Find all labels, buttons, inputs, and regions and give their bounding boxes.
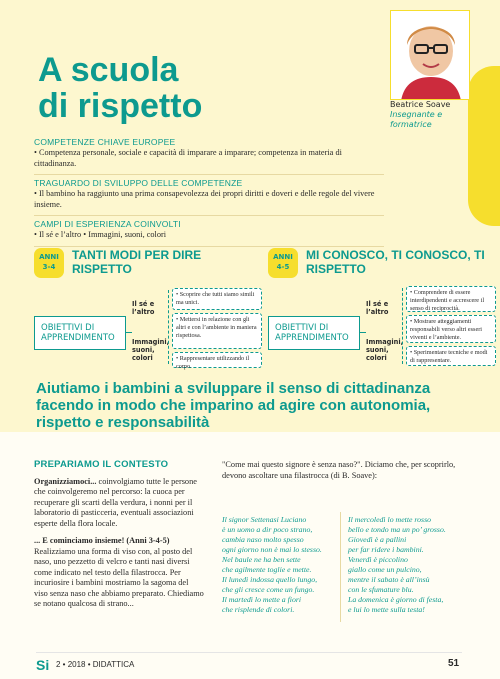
- objective-bullet: • Comprendere di essere interdipendenti e accrescere il senso di reciprocità.: [406, 286, 496, 312]
- title-line-1: A scuola: [38, 51, 179, 89]
- category-label: Il sé e l’altro: [132, 300, 155, 316]
- headline-banner: Aiutiamo i bambini a sviluppare il senso di cittadinanza facendo in modo che imparino ad agire con autonomia, rispetto e responsabilità: [36, 380, 431, 431]
- connector-line: [360, 332, 366, 333]
- goal-card-4-5: [268, 248, 494, 366]
- right-column-intro: "Come mai questo signore è senza naso?". Diciamo che, per scoprirlo, devono ascoltare una filastrocca (di B. Soave):: [222, 460, 456, 480]
- section-body: • Il sé e l’altro • Immagini, suoni, colori: [34, 230, 167, 239]
- section-heading: CAMPI DI ESPERIENZA COINVOLTI: [34, 219, 181, 229]
- poem-column-1: [222, 515, 342, 615]
- paragraph-text: Realizziamo una forma di viso con, al posto del naso, uno pezzetto di velcro e tanti nasi diversi come indicato nel testo della filastrocca. Per incuriosire i bambini mostriamo la sagoma del viso senza naso che abbiamo preparato. Chiediamo se notano qualcosa di strano...: [34, 546, 204, 608]
- objective-bullet: • Mettersi in relazione con gli altri e con l’ambiente in maniera rispettosa.: [172, 313, 262, 349]
- author-portrait-icon: [391, 11, 470, 100]
- poem-line: ogni giorno non è mai lo stesso.: [222, 545, 322, 554]
- poem-line: Il lunedì indossa quello lungo,: [222, 575, 318, 584]
- paragraph-lead: Organizziamoci...: [34, 476, 97, 486]
- section-traguardo: [34, 175, 384, 216]
- paragraph: [34, 536, 204, 610]
- card-title: MI CONOSCO, TI CONOSCO, TI RISPETTO: [306, 248, 485, 276]
- poem-line: Venerdì è piccolino: [348, 555, 408, 564]
- poem-column-2: [348, 515, 468, 615]
- poem-line: per far ridere i bambini.: [348, 545, 424, 554]
- page-title: [38, 52, 202, 124]
- section-heading: COMPETENZE CHIAVE EUROPEE: [34, 137, 176, 147]
- author-photo: [390, 10, 470, 100]
- footer-issue: 2 • 2018 • DIDATTICA: [56, 660, 135, 669]
- objective-bullet: • Scoprire che tutti siamo simili ma unici.: [172, 288, 262, 310]
- objectives-box: OBIETTIVI DI APPRENDIMENTO: [268, 316, 360, 350]
- age-label: ANNI: [39, 253, 59, 261]
- card-title: TANTI MODI PER DIRE RISPETTO: [72, 248, 202, 276]
- poem-line: Il martedì lo mette a fiori: [222, 595, 302, 604]
- connector-line: [126, 332, 132, 333]
- poem-line: mentre il sabato è all’insù: [348, 575, 430, 584]
- author-name: Beatrice Soave: [390, 100, 451, 109]
- poem-line: Nel baule ne ha ben sette: [222, 555, 301, 564]
- poem-line: è un uomo a dir poco strano,: [222, 525, 313, 534]
- section-campi: [34, 216, 384, 247]
- poem-line: che gli cresce come un fungo.: [222, 585, 315, 594]
- section-body: • Competenza personale, sociale e capacità di imparare a imparare; competenza in materia di cittadinanza.: [34, 148, 342, 168]
- competence-sections: [34, 134, 384, 247]
- objectives-box: OBIETTIVI DI APPRENDIMENTO: [34, 316, 126, 350]
- category-label: Il sé e l’altro: [366, 300, 389, 316]
- paragraph-text: coinvolgiamo tutte le persone che coinvolgeremo nel percorso: la cuoca per recuperare gli scarti della verdura, i nonni per il laboratorio di pasticceria, eventuali associazioni esperte della flora locale.: [34, 476, 197, 528]
- section-competenze: [34, 134, 384, 175]
- author-info: [390, 100, 470, 140]
- title-line-2: di rispetto: [38, 87, 203, 125]
- section-heading: TRAGUARDO DI SVILUPPO DELLE COMPETENZE: [34, 178, 243, 188]
- yellow-accent-shape: [468, 66, 500, 226]
- footer-brand: Si: [36, 657, 50, 673]
- connector-line: [168, 290, 169, 364]
- poem-line: con le sfumature blu.: [348, 585, 414, 594]
- column-heading: PREPARIAMO IL CONTESTO: [34, 459, 169, 470]
- age-badge: [268, 248, 298, 278]
- page-number: 51: [448, 658, 460, 669]
- poem-line: Giovedì è a pallini: [348, 535, 407, 544]
- footer-divider: [36, 652, 462, 653]
- poem-line: Il signor Settenasi Luciano: [222, 515, 307, 524]
- poem-line: Il mercoledì lo mette rosso: [348, 515, 432, 524]
- poem-line: e lui lo mette sulla testa!: [348, 605, 425, 614]
- objective-bullet: • Rappresentare utilizzando il corpo.: [172, 352, 262, 368]
- objective-bullet: • Mostrare atteggiamenti responsabili verso altri esseri viventi e l’ambiente.: [406, 315, 496, 343]
- category-label: Immagini, suoni, colori: [132, 338, 170, 362]
- poem-line: che agilmente toglie e mette.: [222, 565, 312, 574]
- goal-card-3-4: [34, 248, 260, 370]
- paragraph-lead: ... E cominciamo insieme! (Anni 3-4-5): [34, 536, 170, 545]
- category-label: Immagini, suoni, colori: [366, 338, 404, 362]
- poem-line: cambia naso molto spesso: [222, 535, 304, 544]
- section-body: • Il bambino ha raggiunto una prima consapevolezza dei propri diritti e doveri e delle regole del vivere insieme.: [34, 189, 375, 209]
- objective-bullet: • Sperimentare tecniche e modi di rappresentare.: [406, 346, 496, 366]
- age-value: 4-5: [276, 263, 290, 271]
- age-value: 3-4: [42, 263, 56, 271]
- poem-line: La domenica è giorno di festa,: [348, 595, 444, 604]
- author-role: Insegnante e formatrice: [390, 110, 443, 129]
- poem-divider: [340, 512, 341, 622]
- paragraph: [34, 477, 204, 530]
- poem-line: che risplende di colori.: [222, 605, 295, 614]
- age-badge: [34, 248, 64, 278]
- left-column: [34, 460, 204, 617]
- age-label: ANNI: [273, 253, 293, 261]
- poem-line: bello e tondo ma un po’ grosso.: [348, 525, 446, 534]
- connector-line: [402, 288, 403, 364]
- poem-line: giallo come un pulcino,: [348, 565, 422, 574]
